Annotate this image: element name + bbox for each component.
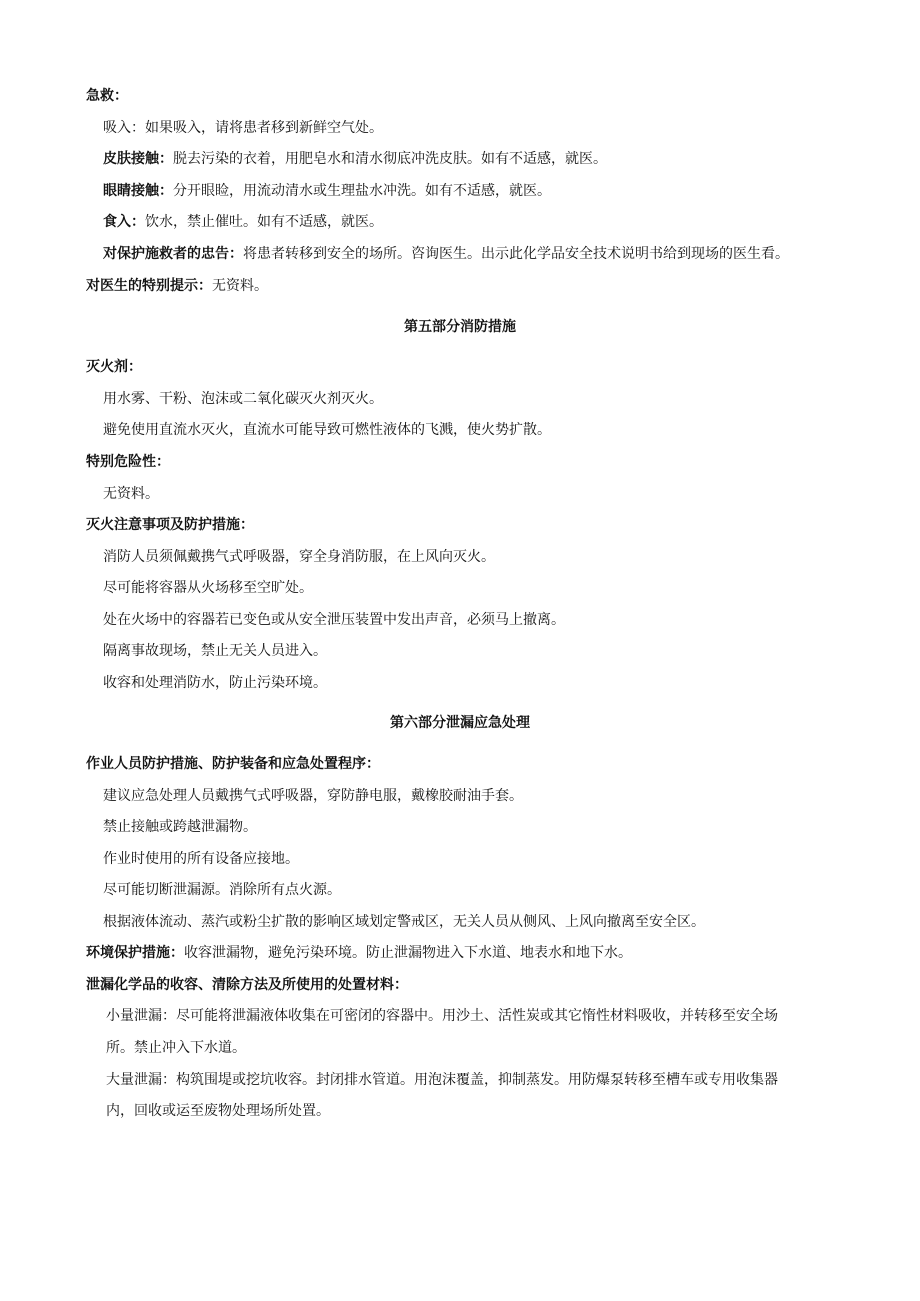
first-aid-inhalation: 吸入：如果吸入，请将患者移到新鲜空气处。: [103, 120, 383, 136]
precautions-item: 收容和处理消防水，防止污染环境。: [103, 675, 327, 691]
hazards-text: 无资料。: [103, 486, 159, 502]
personal-title: 作业人员防护措施、防护装备和应急处置程序：: [86, 756, 380, 772]
env-text: 收容泄漏物，避免污染环境。防止泄漏物进入下水道、地表水和地下水。: [184, 945, 632, 961]
doctor-label: 对医生的特别提示：: [86, 278, 212, 294]
small-leak-line2: 所。禁止冲入下水道。: [106, 1040, 246, 1056]
ingestion-text: 饮水，禁止催吐。如有不适感，就医。: [145, 214, 383, 230]
extinguishing-item: 用水雾、干粉、泡沫或二氧化碳灭火剂灭火。: [103, 391, 383, 407]
eye-text: 分开眼睑，用流动清水或生理盐水冲洗。如有不适感，就医。: [173, 183, 551, 199]
cleanup-title: 泄漏化学品的收容、清除方法及所使用的处置材料：: [86, 977, 408, 993]
rescuer-text: 将患者转移到安全的场所。咨询医生。出示此化学品安全技术说明书给到现场的医生看。: [243, 246, 789, 262]
personal-item: 根据液体流动、蒸汽或粉尘扩散的影响区域划定警戒区，无关人员从侧风、上风向撤离至安全区。: [103, 914, 705, 930]
skin-text: 脱去污染的衣着，用肥皂水和清水彻底冲洗皮肤。如有不适感，就医。: [173, 151, 607, 167]
precautions-item: 尽可能将容器从火场移至空旷处。: [103, 580, 313, 596]
precautions-title: 灭火注意事项及防护措施：: [86, 517, 254, 533]
precautions-item: 处在火场中的容器若已变色或从安全泄压装置中发出声音，必须马上撤离。: [103, 612, 565, 628]
extinguishing-item: 避免使用直流水灭火，直流水可能导致可燃性液体的飞溅，使火势扩散。: [103, 422, 551, 438]
precautions-item: 消防人员须佩戴携气式呼吸器，穿全身消防服，在上风向灭火。: [103, 549, 495, 565]
first-aid-title: 急救：: [86, 88, 128, 104]
section5-heading: 第五部分消防措施: [404, 319, 516, 335]
section6-heading: 第六部分泄漏应急处理: [390, 715, 530, 731]
env-label: 环境保护措施：: [86, 945, 184, 961]
personal-item: 作业时使用的所有设备应接地。: [103, 851, 299, 867]
rescuer-label: 对保护施救者的忠告：: [103, 246, 243, 262]
personal-item: 建议应急处理人员戴携气式呼吸器，穿防静电服，戴橡胶耐油手套。: [103, 788, 523, 804]
large-leak-line2: 内，回收或运至废物处理场所处置。: [106, 1103, 330, 1119]
doctor-text: 无资料。: [212, 278, 268, 294]
ingestion-label: 食入：: [103, 214, 145, 230]
personal-item: 尽可能切断泄漏源。消除所有点火源。: [103, 882, 341, 898]
skin-label: 皮肤接触：: [103, 151, 173, 167]
precautions-item: 隔离事故现场，禁止无关人员进入。: [103, 643, 327, 659]
personal-item: 禁止接触或跨越泄漏物。: [103, 819, 257, 835]
first-aid-rescuer: [103, 244, 789, 264]
extinguishing-title: 灭火剂：: [86, 359, 142, 375]
large-leak-line1: 大量泄漏：构筑围堤或挖坑收容。封闭排水管道。用泡沫覆盖，抑制蒸发。用防爆泵转移至槽车或专用收集器: [106, 1072, 778, 1088]
first-aid-eye: [103, 181, 551, 201]
first-aid-ingestion: [103, 212, 383, 232]
first-aid-skin: [103, 149, 607, 169]
hazards-title: 特别危险性：: [86, 454, 170, 470]
eye-label: 眼睛接触：: [103, 183, 173, 199]
env-protection: [86, 943, 632, 963]
small-leak-line1: 小量泄漏：尽可能将泄漏液体收集在可密闭的容器中。用沙土、活性炭或其它惰性材料吸收，并转移至安全场: [106, 1008, 778, 1024]
first-aid-doctor: [86, 276, 268, 296]
